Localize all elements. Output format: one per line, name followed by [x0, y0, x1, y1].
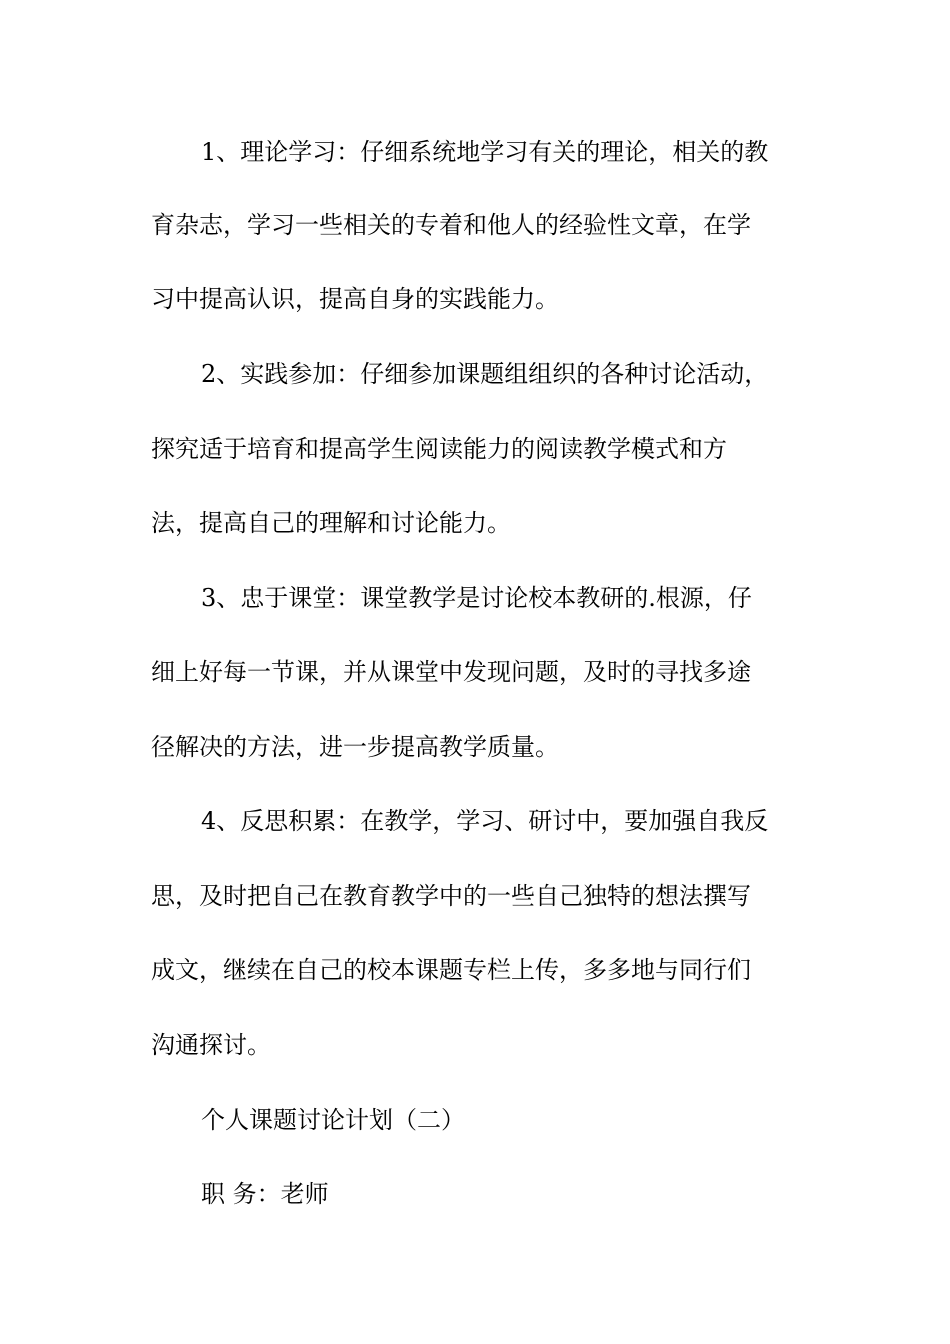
paragraph-1-line-1: 1、理论学习：仔细系统地学习有关的理论，相关的教: [201, 138, 769, 166]
paragraph-1-line-3: 习中提高认识，提高自身的实践能力。: [151, 285, 559, 313]
paragraph-2-line-1: 2、实践参加：仔细参加课题组组织的各种讨论活动，: [201, 360, 769, 388]
paragraph-3-line-3: 径解决的方法，进一步提高教学质量。: [151, 733, 559, 761]
position-line: 职 务：老师: [201, 1180, 329, 1208]
paragraph-4-line-1: 4、反思积累：在教学，学习、研讨中，要加强自我反: [201, 807, 769, 835]
paragraph-4-line-2: 思，及时把自己在教育教学中的一些自己独特的想法撰写: [151, 882, 751, 910]
paragraph-1-line-2: 育杂志，学习一些相关的专着和他人的经验性文章，在学: [151, 211, 751, 239]
paragraph-2-line-3: 法，提高自己的理解和讨论能力。: [151, 509, 511, 537]
paragraph-3-line-1: 3、忠于课堂：课堂教学是讨论校本教研的.根源，仔: [201, 584, 752, 612]
paragraph-4-line-3: 成文，继续在自己的校本课题专栏上传，多多地与同行们: [151, 956, 751, 984]
paragraph-3-line-2: 细上好每一节课，并从课堂中发现问题，及时的寻找多途: [151, 658, 751, 686]
section-title: 个人课题讨论计划（二）: [201, 1106, 465, 1134]
paragraph-2-line-2: 探究适于培育和提高学生阅读能力的阅读教学模式和方: [151, 435, 727, 463]
paragraph-4-line-4: 沟通探讨。: [151, 1031, 271, 1059]
